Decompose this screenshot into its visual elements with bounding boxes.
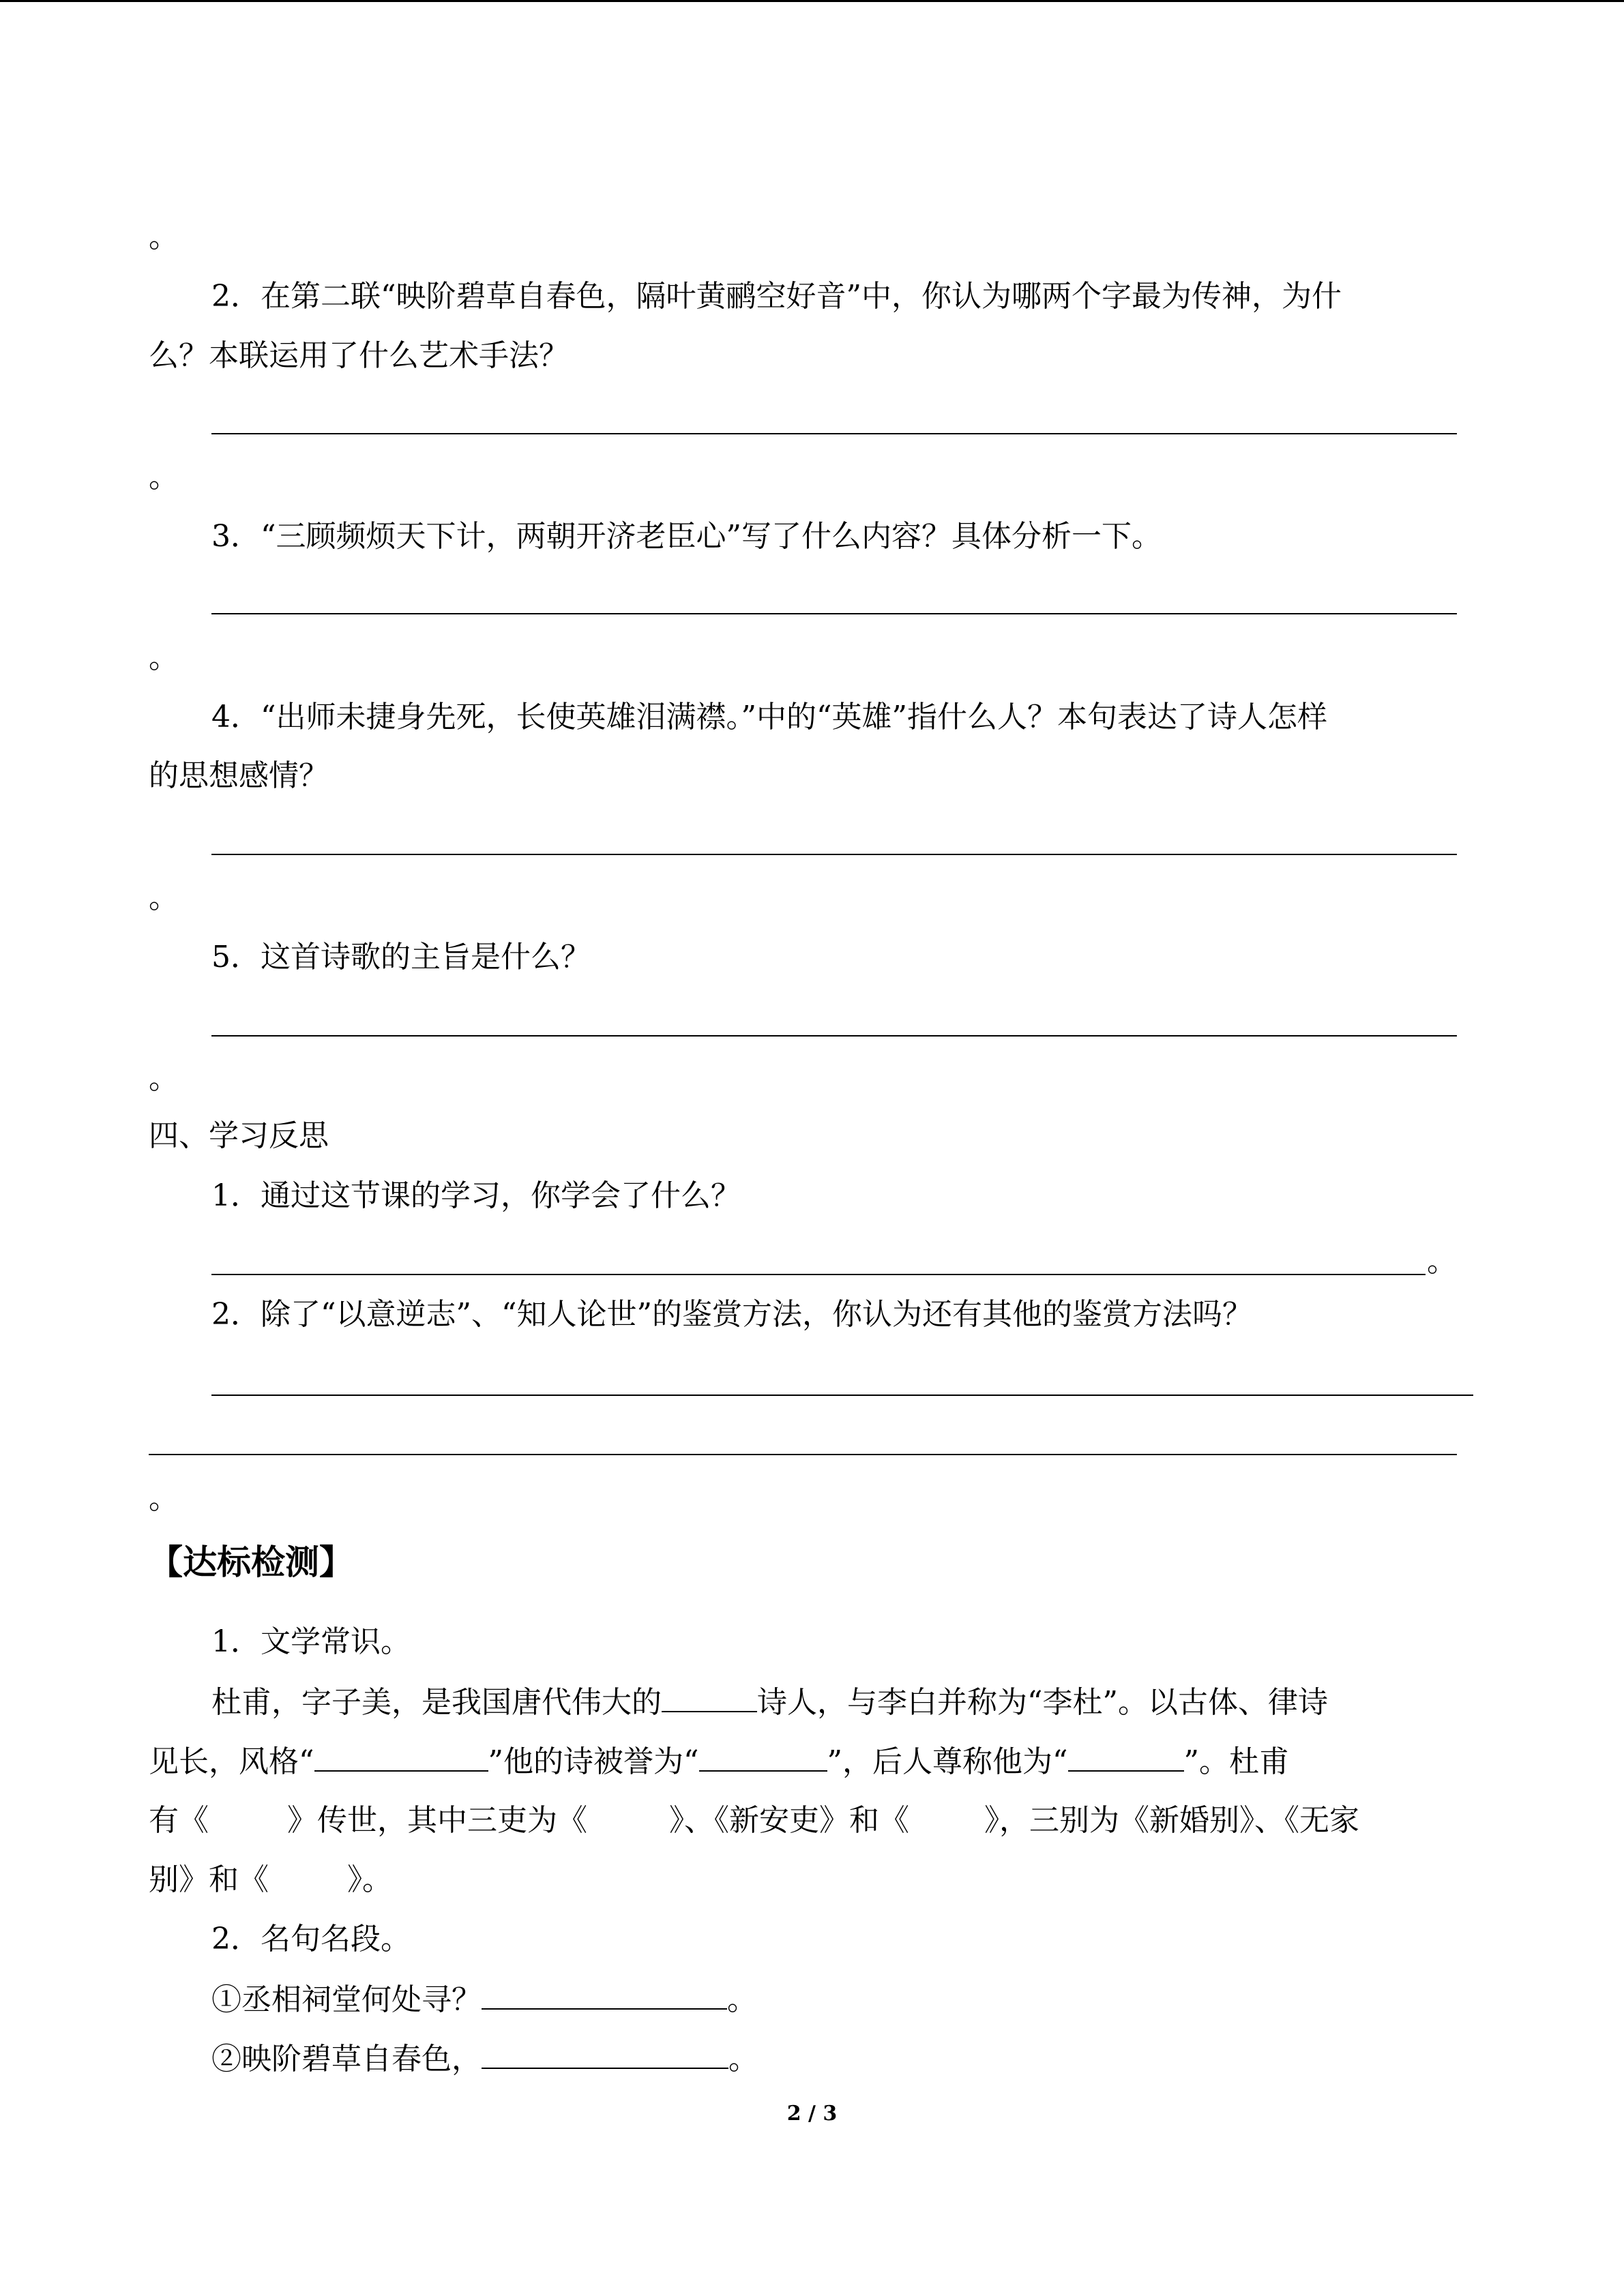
answer-end-period: 。 [149, 880, 179, 915]
answer-line[interactable] [211, 854, 1457, 855]
text-fragment: 诗人，与李白并称为“李杜”。以古体、律诗 [757, 1685, 1328, 1720]
answer-end-period: 。 [149, 640, 179, 675]
answer-line[interactable] [211, 433, 1457, 434]
text-fragment: 见长，风格“ [149, 1744, 314, 1779]
fill-blank[interactable] [482, 1978, 727, 2010]
answer-line[interactable] [149, 1454, 1457, 1455]
fill-blank[interactable] [482, 2038, 728, 2069]
text-fragment: ②映阶碧草自春色， [211, 2042, 482, 2076]
text-fragment: 》，三别为《新婚别》、《无家 [984, 1803, 1359, 1838]
question-3: 3．“三顾频烦天下计，两朝开济老臣心”写了什么内容？具体分析一下。 [211, 519, 1162, 554]
text-fragment: 杜甫，字子美，是我国唐代伟大的 [211, 1685, 662, 1720]
answer-end-period: 。 [149, 460, 179, 494]
answer-line[interactable] [211, 613, 1457, 614]
page-number: 2 / 3 [786, 2102, 838, 2126]
question-5: 5．这首诗歌的主旨是什么？ [211, 940, 591, 974]
text-fragment: 。 [728, 2042, 758, 2076]
answer-end-period: 。 [149, 1481, 179, 1516]
section-heading-reflection: 四、学习反思 [149, 1118, 329, 1153]
literature-line-1 [211, 1681, 1328, 1723]
text-fragment: ”，后人尊称他为“ [827, 1744, 1068, 1779]
answer-line[interactable] [211, 1395, 1473, 1396]
question-4-line-1: 4．“出师未捷身先死，长使英雄泪满襟。”中的“英雄”指什么人？本句表达了诗人怎样 [211, 700, 1327, 734]
test-item-1-title: 1．文学常识。 [211, 1624, 411, 1659]
fill-blank[interactable] [662, 1681, 757, 1712]
famous-line-2 [211, 2038, 758, 2080]
text-fragment: 》、《新安吏》和《 [669, 1803, 909, 1838]
answer-end-period: 。 [1427, 1244, 1457, 1279]
text-fragment: 有《 [149, 1803, 209, 1838]
text-fragment: ”他的诗被誉为“ [488, 1744, 699, 1779]
text-fragment: 。 [727, 1982, 757, 2017]
reflection-question-1: 1．通过这节课的学习，你学会了什么？ [211, 1178, 741, 1213]
text-fragment: 别》和《 [149, 1862, 269, 1897]
answer-line[interactable] [211, 1274, 1426, 1275]
answer-end-period: 。 [149, 220, 179, 254]
question-2-line-2: 么？本联运用了什么艺术手法？ [149, 338, 569, 373]
question-4-line-2: 的思想感情？ [149, 758, 329, 793]
answer-end-period: 。 [149, 1061, 179, 1096]
fill-blank[interactable] [314, 1740, 488, 1772]
reflection-question-2: 2．除了“以意逆志”、“知人论世”的鉴赏方法，你认为还有其他的鉴赏方法吗？ [211, 1297, 1252, 1332]
text-fragment: 》。 [347, 1862, 392, 1897]
text-fragment: 》传世，其中三吏为《 [287, 1803, 587, 1838]
literature-line-3 [149, 1800, 1359, 1841]
answer-line[interactable] [211, 1035, 1457, 1037]
test-item-2-title: 2．名句名段。 [211, 1922, 411, 1956]
literature-line-2 [149, 1740, 1289, 1783]
question-2-line-1: 2．在第二联“映阶碧草自春色，隔叶黄鹂空好音”中，你认为哪两个字最为传神，为什 [211, 279, 1342, 314]
literature-line-4 [149, 1860, 392, 1900]
page-top-border [0, 0, 1624, 2]
famous-line-1 [211, 1978, 757, 2021]
text-fragment: ①丞相祠堂何处寻？ [211, 1982, 482, 2017]
fill-blank[interactable] [1068, 1740, 1184, 1772]
section-heading-test: 【达标检测】 [149, 1542, 353, 1582]
fill-blank[interactable] [699, 1740, 827, 1772]
text-fragment: ”。杜甫 [1183, 1744, 1289, 1779]
